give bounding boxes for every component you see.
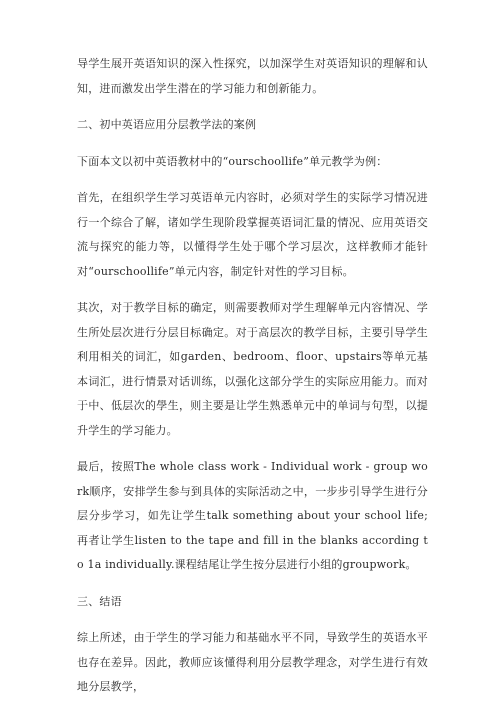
section-heading-2: 二、初中英语应用分层教学法的案例 <box>77 118 257 131</box>
paragraph-conclusion: 综上所述，由于学生的学习能力和基础水平不同，导致学生的英语水平也存在差异。因此，教师应该懂得利用分层教学理念，对学生进行有效地分层教学， <box>77 631 428 693</box>
paragraph-first-step: 首先，在组织学生学习英语单元内容时，必须对学生的实际学习情况进行一个综合了解，诸如学生现阶段掌握英语词汇量的情况、应用英语交流与探究的能力等，以懂得学生处于哪个学习层次，这样教师才能针对“ourschoollife”单元内容，制定针对性的学习目标。 <box>77 191 428 278</box>
paragraph-second-step: 其次，对于教学目标的确定，则需要教师对学生理解单元内容情况、学生所处层次进行分层目标确定。对于高层次的教学目标，主要引导学生利用相关的词汇，如garden、bedroom、floor、upstairs等单元基本词汇，进行情景对话训练，以强化这部分学生的实际应用能力。而对于中、低层次的學生，则主要是让学生熟悉单元中的单词与句型，以提升学生的学习能力。 <box>77 301 428 437</box>
section-heading-3: 三、结语 <box>77 594 122 608</box>
paragraph-intro-continuation: 导学生展开英语知识的深入性探究，以加深学生对英语知识的理解和认知，进而激发出学生潜在的学习能力和创新能力。 <box>77 57 428 95</box>
paragraph-example-intro: 下面本文以初中英语教材中的“ourschoollife”单元教学为例： <box>77 154 388 168</box>
paragraph-final-step: 最后，按照The whole class work - Individual work - group work顺序，安排学生参与到具体的实际活动之中，一步步引导学生进行分层分步学习，如先让学生talk something about your school life;再者让学生listen to the tape and fill in the blanks according to 1a individually.课程结尾让学生按分层进行小组的groupwork。 <box>77 460 428 571</box>
